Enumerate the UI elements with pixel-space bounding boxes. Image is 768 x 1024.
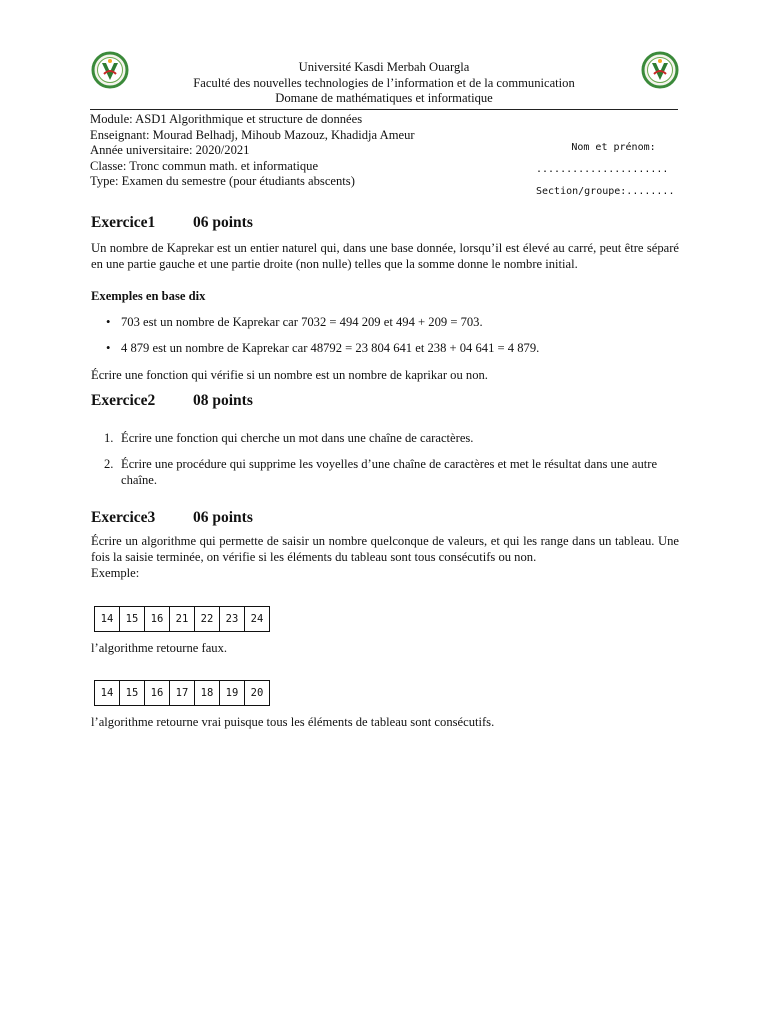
array-cell: 23: [220, 607, 245, 632]
exercise1-heading: [91, 214, 253, 232]
teachers-line: Enseignant: Mourad Belhadj, Mihoub Mazouz, Khadidja Ameur: [90, 127, 415, 142]
year-line: Année universitaire: 2020/2021: [90, 143, 250, 157]
bullet-icon: •: [106, 315, 111, 329]
result-true: l’algorithme retourne vrai puisque tous les éléments de tableau sont consécutifs.: [91, 715, 495, 729]
header-divider: [90, 109, 678, 110]
example-array-1: [94, 606, 270, 632]
array-cell: 16: [145, 681, 170, 706]
exam-meta: [90, 112, 415, 190]
exercise3-points: 06 points: [193, 509, 253, 526]
array-cell: 14: [95, 681, 120, 706]
type-line: Type: Examen du semestre (pour étudiants abscents): [90, 174, 355, 188]
array-cell: 20: [245, 681, 270, 706]
exercise2-points: 08 points: [193, 392, 253, 409]
section-field[interactable]: Section/groupe:........: [536, 186, 675, 197]
array-cell: 17: [170, 681, 195, 706]
exercise1-title: Exercice1: [91, 214, 156, 231]
exercise1-intro: Un nombre de Kaprekar est un entier naturel qui, dans une base donnée, lorsqu’il est élevé au carré, peut être séparé en une partie gauche et une partie droite (non nulle) telles que la somme donne le nombre initial.: [91, 241, 679, 271]
exercise1-task: Écrire une fonction qui vérifie si un nombre est un nombre de kaprikar ou non.: [91, 368, 488, 382]
array-cell: 18: [195, 681, 220, 706]
examples-title: Exemples en base dix: [91, 289, 206, 303]
array-cell: 16: [145, 607, 170, 632]
domain-name: Domane de mathématiques et informatique: [275, 91, 493, 105]
class-line: Classe: Tronc commun math. et informatique: [90, 158, 319, 173]
exercise1-points: 06 points: [193, 214, 253, 231]
faculty-name: Faculté des nouvelles technologies de l’information et de la communication: [193, 75, 575, 90]
name-field[interactable]: ......................: [536, 164, 669, 175]
student-id-box: [536, 137, 691, 203]
exercise3-title: Exercice3: [91, 509, 156, 526]
array-cell: 15: [120, 607, 145, 632]
exercise2-heading: [91, 392, 253, 410]
array-cell: 19: [220, 681, 245, 706]
array-cell: 15: [120, 681, 145, 706]
result-false: l’algorithme retourne faux.: [91, 641, 228, 655]
module-line: Module: ASD1 Algorithmique et structure de données: [90, 112, 363, 126]
array-cell: 14: [95, 607, 120, 632]
array-cell: 21: [170, 607, 195, 632]
array-cell: 24: [245, 607, 270, 632]
list-item: 2. Écrire une procédure qui supprime les voyelles d’une chaîne de caractères et met le résultat dans une autre chaîne.: [104, 457, 658, 487]
exercise3-heading: [91, 509, 253, 527]
university-header: [0, 60, 768, 107]
example-label: Exemple:: [91, 566, 140, 580]
university-name: Université Kasdi Merbah Ouargla: [298, 60, 470, 74]
array-cell: 22: [195, 607, 220, 632]
exercise2-title: Exercice2: [91, 392, 156, 409]
bullet-icon: •: [106, 341, 111, 355]
example-array-2: [94, 680, 270, 706]
list-item: 1. Écrire une fonction qui cherche un mot dans une chaîne de caractères.: [104, 431, 474, 445]
exercise3-intro: Écrire un algorithme qui permette de saisir un nombre quelconque de valeurs, et qui les range dans un tableau. Une fois la saisie terminée, on vérifie si les éléments du tableau sont tous consécutifs ou non. Exemple:: [91, 534, 679, 580]
name-label: Nom et prénom:: [571, 142, 656, 153]
